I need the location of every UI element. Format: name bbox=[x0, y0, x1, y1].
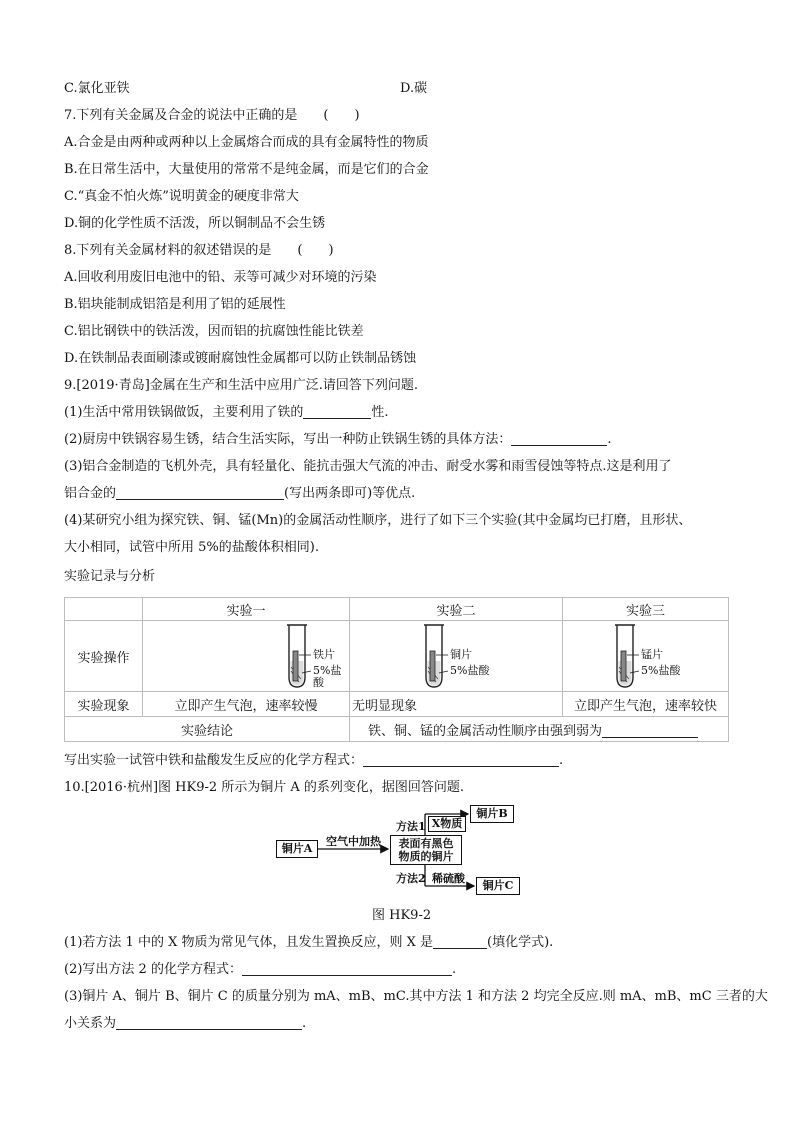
metal-strip bbox=[293, 651, 298, 681]
answer-blank[interactable] bbox=[116, 485, 284, 500]
metal-label: 锰片 bbox=[641, 648, 663, 661]
observation-exp1: 立即产生气泡，速率较慢 bbox=[143, 692, 350, 717]
q10-part3-line1: (3)铜片 A、铜片 B、铜片 C 的质量分别为 mA、mB、mC.其中方法 1 和方法 2 均完全反应.则 mA、mB、mC 三者的大 bbox=[64, 989, 768, 1004]
q10-part2 bbox=[64, 961, 456, 979]
metal-label: 铜片 bbox=[450, 648, 472, 661]
x-substance-box: X物质 bbox=[428, 816, 466, 832]
q9-part1-tail: 性. bbox=[371, 405, 389, 420]
q9-stem: 9.[2019·青岛]金属在生产和生活中应用广泛.请回答下列问题. bbox=[64, 378, 419, 393]
answer-blank[interactable] bbox=[242, 961, 452, 976]
acid-label: 5%盐酸 bbox=[313, 664, 342, 689]
operation-exp3 bbox=[563, 621, 729, 692]
q10-part3-line2 bbox=[64, 1015, 306, 1033]
table-title: 实验记录与分析 bbox=[64, 569, 156, 584]
answer-blank[interactable] bbox=[511, 431, 607, 446]
observation-exp3: 立即产生气泡，速率较快 bbox=[563, 692, 729, 717]
q9-part1-text: (1)生活中常用铁锅做饭，主要利用了铁的 bbox=[64, 405, 304, 420]
table-header-row bbox=[65, 598, 729, 621]
q9-equation bbox=[64, 752, 563, 770]
figure-caption: 图 HK9-2 bbox=[372, 908, 432, 923]
q9-equation-tail: . bbox=[559, 753, 564, 768]
metal-strip bbox=[430, 651, 435, 681]
operation-exp1 bbox=[143, 621, 350, 692]
q10-part1-text: (1)若方法 1 中的 X 物质为常见气体，且发生置换反应，则 X 是 bbox=[64, 935, 433, 950]
reaction-diagram bbox=[270, 800, 530, 900]
operation-exp2 bbox=[350, 621, 563, 692]
option-d: D.碳 bbox=[400, 81, 428, 96]
middle-line-1: 表面有黑色 bbox=[398, 837, 454, 850]
q8-option-c: C.铝比钢铁中的铁活泼，因而铝的抗腐蚀性能比铁差 bbox=[64, 324, 364, 339]
q7-option-d: D.铜的化学性质不活泼，所以铜制品不会生锈 bbox=[64, 216, 326, 231]
answer-blank[interactable] bbox=[116, 1015, 302, 1030]
conclusion-label: 实验结论 bbox=[65, 717, 350, 742]
method2-label: 方法2 bbox=[396, 872, 426, 885]
q10-part1-tail: (填化学式). bbox=[487, 935, 554, 950]
header-exp2: 实验二 bbox=[350, 598, 563, 621]
q9-part4-line2: 大小相同，试管中所用 5%的盐酸体积相同). bbox=[64, 540, 319, 555]
q9-part3-line2 bbox=[64, 485, 415, 503]
q8-stem: 8.下列有关金属材料的叙述错误的是 ( ) bbox=[64, 243, 334, 258]
q9-part2 bbox=[64, 431, 612, 449]
q7-option-c: C.“真金不怕火炼”说明黄金的硬度非常大 bbox=[64, 189, 299, 204]
q8-option-a: A.回收利用废旧电池中的铅、汞等可减少对环境的污染 bbox=[64, 270, 377, 285]
conclusion-text: 铁、铜、锰的金属活动性顺序由强到弱为 bbox=[368, 723, 603, 739]
q9-part4-line1: (4)某研究小组为探究铁、铜、锰(Mn)的金属活动性顺序，进行了如下三个实验(其中金属均已打磨，且形状、 bbox=[64, 513, 692, 528]
conclusion-cell bbox=[350, 717, 729, 742]
q9-equation-text: 写出实验一试管中铁和盐酸发生反应的化学方程式： bbox=[64, 753, 364, 768]
q9-part2-tail: . bbox=[607, 432, 612, 447]
q8-option-d: D.在铁制品表面刷漆或镀耐腐蚀性金属都可以防止铁制品锈蚀 bbox=[64, 351, 417, 366]
observation-exp2: 无明显现象 bbox=[350, 692, 563, 717]
answer-blank[interactable] bbox=[303, 404, 371, 419]
answer-blank[interactable] bbox=[602, 723, 698, 738]
operation-label: 实验操作 bbox=[65, 621, 143, 692]
q9-part3-tail: (写出两条即可)等优点. bbox=[284, 486, 416, 501]
option-c: C.氯化亚铁 bbox=[64, 81, 130, 96]
header-exp1: 实验一 bbox=[143, 598, 350, 621]
header-exp3: 实验三 bbox=[563, 598, 729, 621]
copper-c-box: 铜片C bbox=[476, 877, 520, 895]
q9-part2-text: (2)厨房中铁锅容易生锈，结合生活实际，写出一种防止铁锅生锈的具体方法： bbox=[64, 432, 512, 447]
method1-label: 方法1 bbox=[396, 820, 426, 833]
copper-a-box: 铜片A bbox=[276, 840, 318, 858]
q9-part1 bbox=[64, 404, 389, 422]
q8-option-b: B.铝块能制成铝箔是利用了铝的延展性 bbox=[64, 297, 286, 312]
metal-label: 铁片 bbox=[313, 648, 335, 661]
q9-part3-text: 铝合金的 bbox=[64, 486, 117, 501]
copper-b-box: 铜片B bbox=[470, 805, 514, 823]
observation-label: 实验现象 bbox=[65, 692, 143, 717]
answer-blank[interactable] bbox=[363, 752, 559, 767]
q7-option-a: A.合金是由两种或两种以上金属熔合而成的具有金属特性的物质 bbox=[64, 135, 429, 150]
q7-option-b: B.在日常生活中，大量使用的常常不是纯金属，而是它们的合金 bbox=[64, 162, 429, 177]
blackened-copper-box bbox=[390, 835, 462, 865]
experiment-table bbox=[64, 597, 729, 742]
observation-row bbox=[65, 692, 729, 717]
metal-strip bbox=[621, 651, 626, 681]
q10-stem: 10.[2016·杭州]图 HK9-2 所示为铜片 A 的系列变化，据图回答问题. bbox=[64, 780, 465, 795]
acid-reagent-label: 稀硫酸 bbox=[432, 872, 465, 885]
answer-blank[interactable] bbox=[433, 934, 487, 949]
middle-line-2: 物质的铜片 bbox=[398, 850, 454, 863]
q10-part1 bbox=[64, 934, 553, 952]
q9-part3-line1: (3)铝合金制造的飞机外壳，具有轻量化、能抗击强大气流的冲击、耐受水雾和雨雪侵蚀等特点.这是利用了 bbox=[64, 459, 672, 474]
acid-label: 5%盐酸 bbox=[641, 664, 681, 677]
q10-part3-text: 小关系为 bbox=[64, 1016, 117, 1031]
acid-label: 5%盐酸 bbox=[450, 664, 490, 677]
conclusion-row bbox=[65, 717, 729, 742]
table-corner-cell bbox=[65, 598, 143, 621]
q10-part2-text: (2)写出方法 2 的化学方程式： bbox=[64, 962, 242, 977]
operation-row bbox=[65, 621, 729, 692]
q10-part2-tail: . bbox=[451, 962, 457, 977]
q10-part3-tail: . bbox=[302, 1016, 307, 1031]
q7-stem: 7.下列有关金属及合金的说法中正确的是 ( ) bbox=[64, 108, 360, 123]
heat-label: 空气中加热 bbox=[326, 835, 381, 848]
